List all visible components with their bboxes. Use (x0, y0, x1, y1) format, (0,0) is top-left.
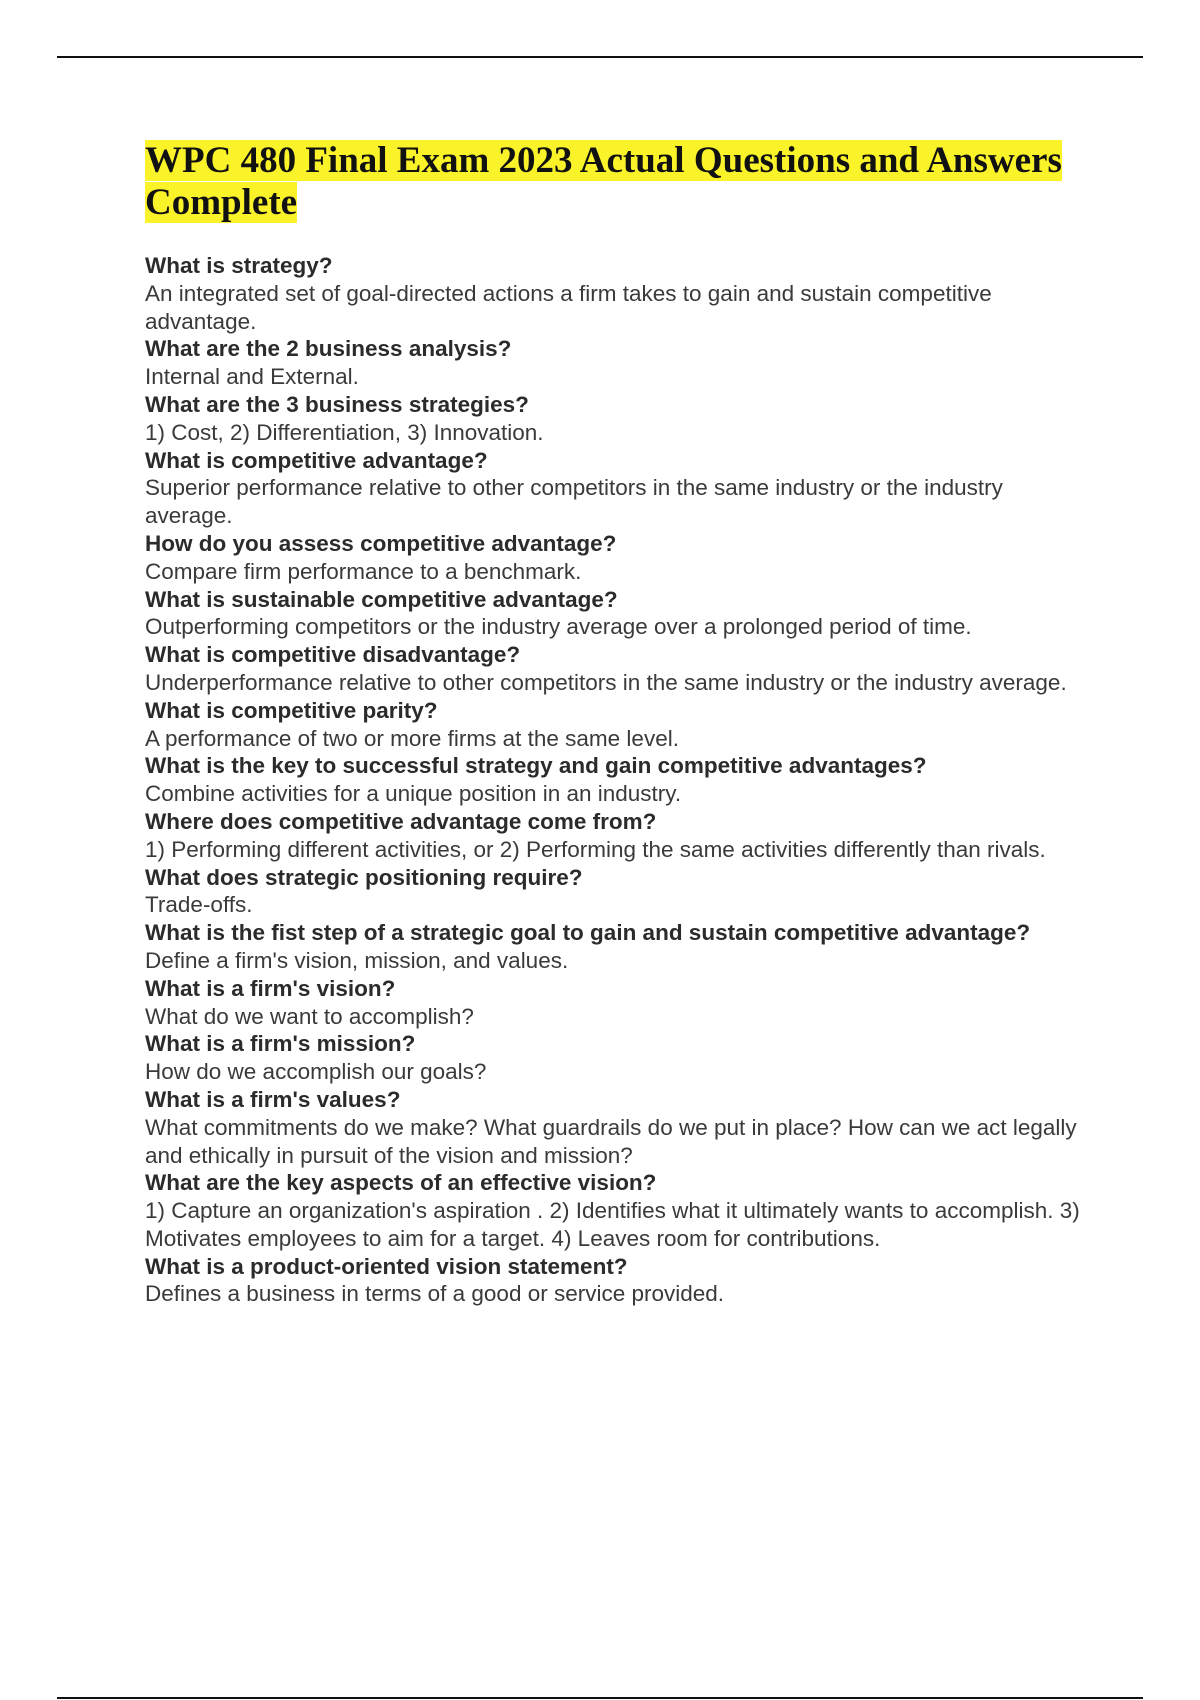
qa-list (145, 252, 1085, 1308)
answer: What commitments do we make? What guardrails do we put in place? How can we act legally and ethically in pursuit of the vision and mission? (145, 1114, 1077, 1168)
question: What is strategy? (145, 253, 333, 278)
question: What is competitive advantage? (145, 447, 488, 473)
answer: Combine activities for a unique position in an industry. (145, 781, 682, 807)
answer: 1) Cost, 2) Differentiation, 3) Innovation. (145, 419, 544, 445)
document-title: WPC 480 Final Exam 2023 Actual Questions and Answers Complete (145, 140, 1062, 223)
question: How do you assess competitive advantage? (145, 530, 617, 556)
answer: Defines a business in terms of a good or service provided. (145, 1281, 725, 1307)
question: What is the fist step of a strategic goal to gain and sustain competitive advantage? (145, 920, 1031, 946)
question: What is the key to successful strategy and gain competitive advantages? (145, 753, 927, 779)
answer: Superior performance relative to other competitors in the same industry or the industry average. (145, 475, 1003, 529)
answer: 1) Capture an organization's aspiration . 2) Identifies what it ultimately wants to accomplish. 3) Motivates employees to aim for a target. 4) Leaves room for contributions. (145, 1198, 1080, 1251)
document-body (145, 140, 1085, 1308)
answer: An integrated set of goal-directed actions a firm takes to gain and sustain competitive advantage. (145, 280, 992, 334)
question: What are the key aspects of an effective vision? (145, 1170, 657, 1196)
question: Where does competitive advantage come from? (145, 808, 657, 834)
answer: Internal and External. (145, 364, 359, 390)
answer: Trade-offs. (145, 892, 253, 918)
answer: Define a firm's vision, mission, and values. (145, 947, 569, 973)
question: What is competitive disadvantage? (145, 642, 521, 668)
question: What are the 3 business strategies? (145, 391, 529, 417)
answer: Compare firm performance to a benchmark. (145, 558, 582, 584)
question: What is competitive parity? (145, 697, 438, 723)
question: What is a product-oriented vision statement? (145, 1253, 628, 1279)
question: What are the 2 business analysis? (145, 336, 512, 362)
question: What does strategic positioning require? (145, 864, 583, 890)
question: What is a firm's mission? (145, 1031, 416, 1057)
question: What is sustainable competitive advantage? (145, 586, 618, 612)
question: What is a firm's values? (145, 1086, 401, 1112)
answer: A performance of two or more firms at the same level. (145, 725, 679, 751)
answer: Underperformance relative to other competitors in the same industry or the industry average. (145, 669, 1067, 695)
answer: How do we accomplish our goals? (145, 1059, 487, 1085)
answer: What do we want to accomplish? (145, 1003, 474, 1029)
bottom-divider (57, 1697, 1143, 1699)
question: What is a firm's vision? (145, 975, 396, 1001)
answer: Outperforming competitors or the industry average over a prolonged period of time. (145, 614, 972, 640)
top-divider (57, 56, 1143, 58)
answer: 1) Performing different activities, or 2) Performing the same activities differently than rivals. (145, 836, 1046, 862)
